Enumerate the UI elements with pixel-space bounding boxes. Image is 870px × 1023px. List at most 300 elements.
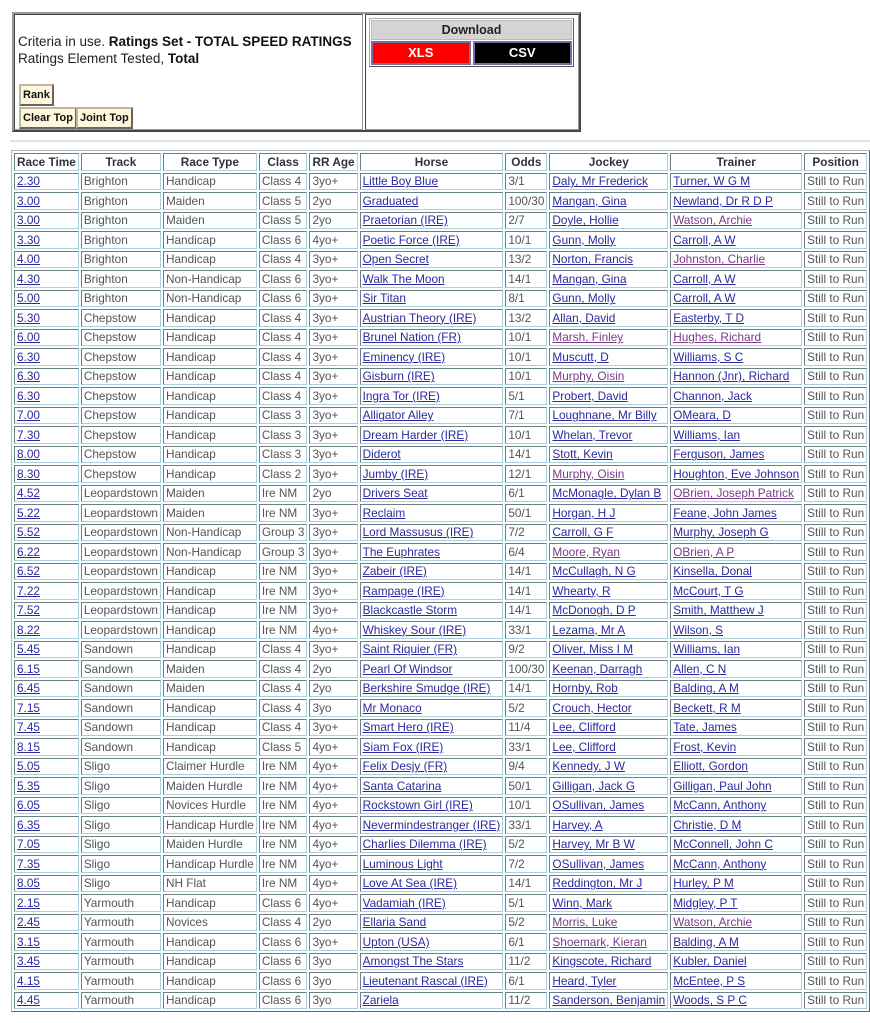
odds-cell: 6/1 bbox=[505, 972, 547, 990]
race-type-cell: Novices bbox=[163, 914, 257, 932]
race-type-cell: Non-Handicap bbox=[163, 543, 257, 561]
race-type-cell: Handicap bbox=[163, 953, 257, 971]
race-time-link[interactable]: 6.30 bbox=[17, 369, 40, 384]
age-cell: 3yo+ bbox=[309, 641, 357, 659]
horse-link[interactable]: Austrian Theory (IRE) bbox=[362, 310, 477, 325]
jockey-cell bbox=[549, 777, 668, 795]
odds-cell: 13/2 bbox=[505, 251, 547, 269]
horse-link[interactable]: Saint Riquier (FR) bbox=[362, 642, 458, 657]
trainer-link[interactable]: Carroll, A W bbox=[673, 291, 736, 306]
trainer-link[interactable]: Hurley, P M bbox=[673, 876, 734, 891]
horse-link[interactable]: Poetic Force (IRE) bbox=[362, 232, 460, 247]
jockey-link[interactable]: Harvey, Mr B W bbox=[552, 837, 635, 852]
trainer-link[interactable]: Easterby, T D bbox=[673, 310, 745, 325]
jockey-link[interactable]: Winn, Mark bbox=[552, 895, 613, 910]
horse-link[interactable]: Nevermindestranger (IRE) bbox=[362, 817, 501, 832]
race-time-link[interactable]: 6.05 bbox=[17, 798, 40, 813]
trainer-link[interactable]: Ferguson, James bbox=[673, 447, 765, 462]
position-cell: Still to Run bbox=[804, 914, 867, 932]
trainer-cell bbox=[670, 309, 802, 327]
trainer-link[interactable]: Wilson, S bbox=[673, 622, 724, 637]
race-time-link[interactable]: 6.22 bbox=[17, 544, 40, 559]
race-time-cell bbox=[14, 816, 79, 834]
jockey-cell bbox=[549, 816, 668, 834]
trainer-link[interactable]: Newland, Dr R D P bbox=[673, 193, 773, 208]
race-time-link[interactable]: 8.22 bbox=[17, 622, 40, 637]
jockey-link[interactable]: Muscutt, D bbox=[552, 349, 609, 364]
jockey-link[interactable]: Gunn, Molly bbox=[552, 232, 616, 247]
trainer-link[interactable]: Williams, Ian bbox=[673, 427, 741, 442]
horse-link[interactable]: Dream Harder (IRE) bbox=[362, 427, 469, 442]
race-type-cell: Handicap bbox=[163, 329, 257, 347]
jockey-link[interactable]: Lee, Clifford bbox=[552, 739, 616, 754]
horse-cell bbox=[360, 407, 504, 425]
class-cell: Class 4 bbox=[259, 173, 308, 191]
age-cell: 4yo+ bbox=[309, 855, 357, 873]
jockey-link[interactable]: OSullivan, James bbox=[552, 856, 645, 871]
jockey-link[interactable]: Mangan, Gina bbox=[552, 271, 627, 286]
jockey-link[interactable]: McMonagle, Dylan B bbox=[552, 486, 662, 501]
jockey-link[interactable]: Gilligan, Jack G bbox=[552, 778, 636, 793]
odds-cell: 14/1 bbox=[505, 446, 547, 464]
race-time-cell bbox=[14, 543, 79, 561]
race-time-link[interactable]: 5.22 bbox=[17, 505, 40, 520]
table-row bbox=[14, 485, 867, 503]
horse-link[interactable]: Zariela bbox=[362, 993, 399, 1008]
race-time-link[interactable]: 7.52 bbox=[17, 603, 40, 618]
horse-link[interactable]: Little Boy Blue bbox=[362, 174, 439, 189]
position-cell: Still to Run bbox=[804, 602, 867, 620]
race-time-link[interactable]: 5.30 bbox=[17, 310, 40, 325]
age-cell: 3yo+ bbox=[309, 524, 357, 542]
jockey-link[interactable]: Carroll, G F bbox=[552, 525, 614, 540]
trainer-link[interactable]: Carroll, A W bbox=[673, 232, 736, 247]
element-value: Total bbox=[167, 51, 200, 66]
class-cell: Ire NM bbox=[259, 602, 308, 620]
table-row bbox=[14, 836, 867, 854]
horse-link[interactable]: Diderot bbox=[362, 447, 401, 462]
jockey-link[interactable]: Doyle, Hollie bbox=[552, 213, 619, 228]
trainer-link[interactable]: Carroll, A W bbox=[673, 271, 736, 286]
trainer-link[interactable]: OBrien, Joseph Patrick bbox=[673, 486, 794, 501]
track-cell: Sandown bbox=[81, 660, 161, 678]
odds-cell: 7/2 bbox=[505, 855, 547, 873]
trainer-link[interactable]: Woods, S P C bbox=[673, 993, 747, 1008]
horse-link[interactable]: Amongst The Stars bbox=[362, 954, 464, 969]
horse-link[interactable]: Charlies Dilemma (IRE) bbox=[362, 837, 487, 852]
track-cell: Chepstow bbox=[81, 309, 161, 327]
jockey-cell bbox=[549, 875, 668, 893]
jockey-link[interactable]: Shoemark, Kieran bbox=[552, 934, 647, 949]
race-time-cell bbox=[14, 699, 79, 717]
trainer-link[interactable]: Kubler, Daniel bbox=[673, 954, 747, 969]
track-cell: Sligo bbox=[81, 875, 161, 893]
race-time-link[interactable]: 4.00 bbox=[17, 252, 40, 267]
trainer-cell bbox=[670, 680, 802, 698]
position-cell: Still to Run bbox=[804, 387, 867, 405]
jockey-link[interactable]: Kingscote, Richard bbox=[552, 954, 652, 969]
column-header-class: Class bbox=[259, 153, 308, 171]
track-cell: Yarmouth bbox=[81, 914, 161, 932]
horse-cell bbox=[360, 680, 504, 698]
position-cell: Still to Run bbox=[804, 212, 867, 230]
age-cell: 3yo+ bbox=[309, 719, 357, 737]
jockey-link[interactable]: Probert, David bbox=[552, 388, 628, 403]
class-cell: Class 4 bbox=[259, 387, 308, 405]
column-header-track: Track bbox=[81, 153, 161, 171]
trainer-link[interactable]: Johnston, Charlie bbox=[673, 252, 766, 267]
horse-link[interactable]: Reclaim bbox=[362, 505, 406, 520]
position-cell: Still to Run bbox=[804, 309, 867, 327]
horse-link[interactable]: Berkshire Smudge (IRE) bbox=[362, 681, 491, 696]
trainer-link[interactable]: Tate, James bbox=[673, 720, 737, 735]
table-row bbox=[14, 758, 867, 776]
trainer-link[interactable]: Channon, Jack bbox=[673, 388, 752, 403]
odds-cell: 33/1 bbox=[505, 621, 547, 639]
race-time-link[interactable]: 4.52 bbox=[17, 486, 40, 501]
horse-cell bbox=[360, 816, 504, 834]
horse-link[interactable]: Graduated bbox=[362, 193, 419, 208]
jockey-link[interactable]: Murphy, Oisin bbox=[552, 369, 625, 384]
race-type-cell: Handicap bbox=[163, 309, 257, 327]
jockey-link[interactable]: Horgan, H J bbox=[552, 505, 616, 520]
jockey-cell bbox=[549, 348, 668, 366]
jockey-link[interactable]: Moore, Ryan bbox=[552, 544, 620, 559]
trainer-link[interactable]: McEntee, P S bbox=[673, 973, 746, 988]
jockey-link[interactable]: Hornby, Rob bbox=[552, 681, 618, 696]
horse-cell bbox=[360, 387, 504, 405]
race-time-link[interactable]: 6.35 bbox=[17, 817, 40, 832]
column-header-odds: Odds bbox=[505, 153, 547, 171]
position-cell: Still to Run bbox=[804, 680, 867, 698]
race-time-link[interactable]: 7.30 bbox=[17, 427, 40, 442]
age-cell: 3yo+ bbox=[309, 582, 357, 600]
horse-link[interactable]: Rockstown Girl (IRE) bbox=[362, 798, 473, 813]
odds-cell: 10/1 bbox=[505, 368, 547, 386]
trainer-cell bbox=[670, 212, 802, 230]
horse-link[interactable]: Siam Fox (IRE) bbox=[362, 739, 444, 754]
horse-link[interactable]: Smart Hero (IRE) bbox=[362, 720, 454, 735]
xls-download-button[interactable]: XLS bbox=[371, 41, 471, 65]
track-cell: Leopardstown bbox=[81, 602, 161, 620]
race-time-link[interactable]: 8.00 bbox=[17, 447, 40, 462]
age-cell: 3yo+ bbox=[309, 290, 357, 308]
odds-cell: 14/1 bbox=[505, 875, 547, 893]
jockey-link[interactable]: Whearty, R bbox=[552, 583, 611, 598]
trainer-link[interactable]: McCann, Anthony bbox=[673, 798, 767, 813]
jockey-cell bbox=[549, 446, 668, 464]
rank-button[interactable]: Rank bbox=[19, 84, 54, 106]
jockey-cell bbox=[549, 192, 668, 210]
race-type-cell: Handicap bbox=[163, 582, 257, 600]
horse-link[interactable]: The Euphrates bbox=[362, 544, 441, 559]
table-row bbox=[14, 465, 867, 483]
race-time-link[interactable]: 7.22 bbox=[17, 583, 40, 598]
race-time-link[interactable]: 7.35 bbox=[17, 856, 40, 871]
horse-cell bbox=[360, 329, 504, 347]
horse-cell bbox=[360, 719, 504, 737]
csv-download-button[interactable]: CSV bbox=[473, 41, 573, 65]
trainer-link[interactable]: Watson, Archie bbox=[673, 213, 753, 228]
horse-link[interactable]: Upton (USA) bbox=[362, 934, 430, 949]
position-cell: Still to Run bbox=[804, 290, 867, 308]
race-time-cell bbox=[14, 836, 79, 854]
trainer-cell bbox=[670, 972, 802, 990]
race-time-cell bbox=[14, 641, 79, 659]
track-cell: Sligo bbox=[81, 777, 161, 795]
position-cell: Still to Run bbox=[804, 641, 867, 659]
horse-link[interactable]: Drivers Seat bbox=[362, 486, 428, 501]
age-cell: 3yo+ bbox=[309, 426, 357, 444]
trainer-link[interactable]: McConnell, John C bbox=[673, 837, 773, 852]
jockey-link[interactable]: McDonogh, D P bbox=[552, 603, 636, 618]
trainer-link[interactable]: Frost, Kevin bbox=[673, 739, 737, 754]
jockey-link[interactable]: Norton, Francis bbox=[552, 252, 634, 267]
horse-link[interactable]: Whiskey Sour (IRE) bbox=[362, 622, 467, 637]
race-time-link[interactable]: 5.35 bbox=[17, 778, 40, 793]
divider bbox=[10, 140, 870, 142]
trainer-link[interactable]: Hughes, Richard bbox=[673, 330, 762, 345]
trainer-link[interactable]: Balding, A M bbox=[673, 681, 739, 696]
jockey-link[interactable]: Marsh, Finley bbox=[552, 330, 624, 345]
race-type-cell: Handicap Hurdle bbox=[163, 855, 257, 873]
horse-link[interactable]: Love At Sea (IRE) bbox=[362, 876, 458, 891]
race-time-link[interactable]: 3.00 bbox=[17, 193, 40, 208]
trainer-link[interactable]: Hannon (Jnr), Richard bbox=[673, 369, 790, 384]
trainer-link[interactable]: Turner, W G M bbox=[673, 174, 751, 189]
jockey-link[interactable]: Lee, Clifford bbox=[552, 720, 616, 735]
horse-link[interactable]: Blackcastle Storm bbox=[362, 603, 458, 618]
jockey-link[interactable]: Lezama, Mr A bbox=[552, 622, 626, 637]
age-cell: 3yo+ bbox=[309, 407, 357, 425]
trainer-link[interactable]: OMeara, D bbox=[673, 408, 731, 423]
jockey-link[interactable]: Loughnane, Mr Billy bbox=[552, 408, 657, 423]
horse-link[interactable]: Zabeir (IRE) bbox=[362, 564, 427, 579]
jockey-link[interactable]: Murphy, Oisin bbox=[552, 466, 625, 481]
trainer-link[interactable]: Christie, D M bbox=[673, 817, 742, 832]
race-time-link[interactable]: 5.52 bbox=[17, 525, 40, 540]
position-cell: Still to Run bbox=[804, 660, 867, 678]
jockey-link[interactable]: Harvey, A bbox=[552, 817, 603, 832]
race-time-link[interactable]: 6.30 bbox=[17, 388, 40, 403]
trainer-link[interactable]: Feane, John James bbox=[673, 505, 777, 520]
horse-cell bbox=[360, 368, 504, 386]
class-cell: Class 6 bbox=[259, 992, 308, 1010]
position-cell: Still to Run bbox=[804, 563, 867, 581]
trainer-link[interactable]: Balding, A M bbox=[673, 934, 739, 949]
jockey-link[interactable]: Allan, David bbox=[552, 310, 616, 325]
horse-link[interactable]: Lieutenant Rascal (IRE) bbox=[362, 973, 488, 988]
trainer-link[interactable]: OBrien, A P bbox=[673, 544, 735, 559]
position-cell: Still to Run bbox=[804, 855, 867, 873]
race-time-link[interactable]: 2.45 bbox=[17, 915, 40, 930]
position-cell: Still to Run bbox=[804, 485, 867, 503]
jockey-cell bbox=[549, 465, 668, 483]
horse-cell bbox=[360, 212, 504, 230]
trainer-link[interactable]: Beckett, R M bbox=[673, 700, 741, 715]
race-time-link[interactable]: 8.05 bbox=[17, 876, 40, 891]
trainer-link[interactable]: Smith, Matthew J bbox=[673, 603, 764, 618]
race-time-link[interactable]: 6.00 bbox=[17, 330, 40, 345]
odds-cell: 6/1 bbox=[505, 485, 547, 503]
column-header-trainer: Trainer bbox=[670, 153, 802, 171]
jockey-cell bbox=[549, 563, 668, 581]
position-cell: Still to Run bbox=[804, 719, 867, 737]
age-cell: 2yo bbox=[309, 485, 357, 503]
race-time-cell bbox=[14, 387, 79, 405]
criteria-ratings-set bbox=[18, 34, 352, 49]
jockey-link[interactable]: OSullivan, James bbox=[552, 798, 645, 813]
jockey-link[interactable]: Oliver, Miss I M bbox=[552, 642, 634, 657]
race-type-cell: Handicap bbox=[163, 407, 257, 425]
trainer-link[interactable]: Williams, S C bbox=[673, 349, 744, 364]
jockey-cell bbox=[549, 953, 668, 971]
trainer-cell bbox=[670, 192, 802, 210]
horse-cell bbox=[360, 309, 504, 327]
horse-link[interactable]: Rampage (IRE) bbox=[362, 583, 445, 598]
horse-link[interactable]: Brunel Nation (FR) bbox=[362, 330, 461, 345]
class-cell: Class 4 bbox=[259, 660, 308, 678]
column-header-race-type: Race Type bbox=[163, 153, 257, 171]
trainer-link[interactable]: McCourt, T G bbox=[673, 583, 744, 598]
trainer-link[interactable]: Midgley, P T bbox=[673, 895, 738, 910]
race-time-link[interactable]: 6.52 bbox=[17, 564, 40, 579]
horse-cell bbox=[360, 875, 504, 893]
table-row bbox=[14, 504, 867, 522]
race-time-link[interactable]: 8.30 bbox=[17, 466, 40, 481]
trainer-link[interactable]: Murphy, Joseph G bbox=[673, 525, 769, 540]
horse-cell bbox=[360, 465, 504, 483]
horse-link[interactable]: Alligator Alley bbox=[362, 408, 434, 423]
horse-link[interactable]: Praetorian (IRE) bbox=[362, 213, 448, 228]
race-time-link[interactable]: 7.00 bbox=[17, 408, 40, 423]
track-cell: Sligo bbox=[81, 816, 161, 834]
race-time-link[interactable]: 3.00 bbox=[17, 213, 40, 228]
odds-cell: 50/1 bbox=[505, 777, 547, 795]
position-cell: Still to Run bbox=[804, 231, 867, 249]
race-time-link[interactable]: 6.30 bbox=[17, 349, 40, 364]
jockey-link[interactable]: Stott, Kevin bbox=[552, 447, 613, 462]
table-row bbox=[14, 621, 867, 639]
horse-link[interactable]: Eminency (IRE) bbox=[362, 349, 446, 364]
jockey-link[interactable]: Whelan, Trevor bbox=[552, 427, 633, 442]
race-time-link[interactable]: 6.15 bbox=[17, 661, 40, 676]
trainer-cell bbox=[670, 270, 802, 288]
horse-link[interactable]: Open Secret bbox=[362, 252, 429, 267]
table-row bbox=[14, 348, 867, 366]
jockey-link[interactable]: Kennedy, J W bbox=[552, 759, 625, 774]
criteria-box bbox=[14, 14, 363, 130]
race-time-link[interactable]: 7.05 bbox=[17, 837, 40, 852]
jockey-link[interactable]: Sanderson, Benjamin bbox=[552, 993, 666, 1008]
race-time-link[interactable]: 5.00 bbox=[17, 291, 40, 306]
trainer-link[interactable]: Gilligan, Paul John bbox=[673, 778, 772, 793]
horse-cell bbox=[360, 758, 504, 776]
race-time-cell bbox=[14, 660, 79, 678]
age-cell: 4yo+ bbox=[309, 231, 357, 249]
horse-cell bbox=[360, 972, 504, 990]
horse-cell bbox=[360, 251, 504, 269]
header-row bbox=[14, 153, 867, 171]
class-cell: Class 5 bbox=[259, 192, 308, 210]
race-time-link[interactable]: 3.45 bbox=[17, 954, 40, 969]
trainer-link[interactable]: Allen, C N bbox=[673, 661, 727, 676]
race-time-link[interactable]: 2.15 bbox=[17, 895, 40, 910]
track-cell: Chepstow bbox=[81, 446, 161, 464]
horse-link[interactable]: Luminous Light bbox=[362, 856, 443, 871]
race-time-link[interactable]: 4.15 bbox=[17, 973, 40, 988]
jockey-link[interactable]: Morris, Luke bbox=[552, 915, 618, 930]
horse-link[interactable]: Mr Monaco bbox=[362, 700, 422, 715]
horse-link[interactable]: Gisburn (IRE) bbox=[362, 369, 435, 384]
trainer-link[interactable]: Houghton, Eve Johnson bbox=[673, 466, 800, 481]
race-time-link[interactable]: 3.15 bbox=[17, 934, 40, 949]
odds-cell: 11/2 bbox=[505, 953, 547, 971]
horse-link[interactable]: Pearl Of Windsor bbox=[362, 661, 453, 676]
jockey-link[interactable]: Heard, Tyler bbox=[552, 973, 617, 988]
trainer-link[interactable]: Williams, Ian bbox=[673, 642, 741, 657]
race-time-link[interactable]: 5.45 bbox=[17, 642, 40, 657]
horse-link[interactable]: Sir Titan bbox=[362, 291, 406, 306]
race-time-link[interactable]: 4.45 bbox=[17, 993, 40, 1008]
table-row bbox=[14, 446, 867, 464]
trainer-cell bbox=[670, 543, 802, 561]
race-time-link[interactable]: 7.15 bbox=[17, 700, 40, 715]
trainer-link[interactable]: Watson, Archie bbox=[673, 915, 753, 930]
jockey-link[interactable]: Daly, Mr Frederick bbox=[552, 174, 648, 189]
jockey-link[interactable]: Reddington, Mr J bbox=[552, 876, 643, 891]
jockey-cell bbox=[549, 602, 668, 620]
race-time-link[interactable]: 4.30 bbox=[17, 271, 40, 286]
age-cell: 4yo+ bbox=[309, 797, 357, 815]
horse-link[interactable]: Santa Catarina bbox=[362, 778, 442, 793]
class-cell: Ire NM bbox=[259, 875, 308, 893]
jockey-cell bbox=[549, 933, 668, 951]
class-cell: Class 3 bbox=[259, 407, 308, 425]
jockey-link[interactable]: Mangan, Gina bbox=[552, 193, 627, 208]
race-time-link[interactable]: 7.45 bbox=[17, 720, 40, 735]
trainer-cell bbox=[670, 699, 802, 717]
joint-top-button[interactable]: Joint Top bbox=[76, 107, 133, 129]
horse-link[interactable]: Ellaria Sand bbox=[362, 915, 427, 930]
horse-cell bbox=[360, 914, 504, 932]
class-cell: Ire NM bbox=[259, 582, 308, 600]
odds-cell: 3/1 bbox=[505, 173, 547, 191]
track-cell: Leopardstown bbox=[81, 563, 161, 581]
horse-link[interactable]: Felix Desjy (FR) bbox=[362, 759, 448, 774]
race-time-link[interactable]: 3.30 bbox=[17, 232, 40, 247]
horse-link[interactable]: Jumby (IRE) bbox=[362, 466, 429, 481]
jockey-link[interactable]: Crouch, Hector bbox=[552, 700, 632, 715]
jockey-link[interactable]: Keenan, Darragh bbox=[552, 661, 643, 676]
horse-link[interactable]: Walk The Moon bbox=[362, 271, 445, 286]
jockey-link[interactable]: McCullagh, N G bbox=[552, 564, 636, 579]
horse-link[interactable]: Lord Massusus (IRE) bbox=[362, 525, 474, 540]
jockey-link[interactable]: Gunn, Molly bbox=[552, 291, 616, 306]
race-time-link[interactable]: 8.15 bbox=[17, 739, 40, 754]
age-cell: 2yo bbox=[309, 660, 357, 678]
horse-link[interactable]: Ingra Tor (IRE) bbox=[362, 388, 440, 403]
trainer-link[interactable]: Kinsella, Donal bbox=[673, 564, 752, 579]
trainer-link[interactable]: Elliott, Gordon bbox=[673, 759, 748, 774]
clear-top-button[interactable]: Clear Top bbox=[19, 107, 77, 129]
horse-link[interactable]: Vadamiah (IRE) bbox=[362, 895, 446, 910]
trainer-link[interactable]: McCann, Anthony bbox=[673, 856, 767, 871]
race-time-link[interactable]: 5.05 bbox=[17, 759, 40, 774]
race-time-link[interactable]: 2.30 bbox=[17, 174, 40, 189]
race-time-link[interactable]: 6.45 bbox=[17, 681, 40, 696]
horse-cell bbox=[360, 777, 504, 795]
